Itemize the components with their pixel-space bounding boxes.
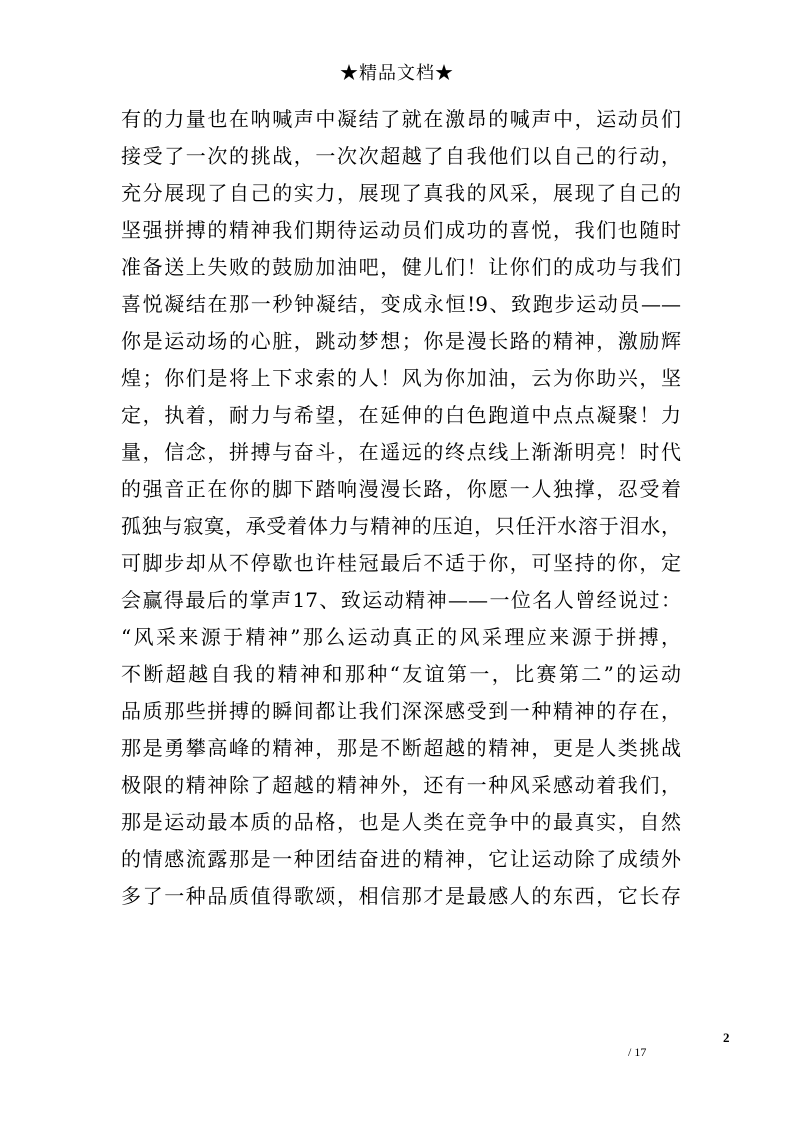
text-line: 的情感流露那是一种团结奋进的精神，它让运动除了成绩外 bbox=[121, 847, 681, 871]
text-line: 会赢得最后的掌声17、致运动精神——一位名人曾经说过： bbox=[121, 588, 681, 612]
text-line: 不断超越自我的精神和那种“友谊第一，比赛第二”的运动 bbox=[121, 662, 681, 686]
page-total: / 17 bbox=[628, 1045, 647, 1059]
text-line: 定，执着，耐力与希望，在延伸的白色跑道中点点凝聚！力 bbox=[121, 403, 681, 427]
text-line: 喜悦凝结在那一秒钟凝结，变成永恒!9、致跑步运动员—— bbox=[121, 292, 681, 316]
text-line: 孤独与寂寞，承受着体力与精神的压迫，只任汗水溶于泪水， bbox=[121, 514, 681, 538]
text-line: 那是勇攀高峰的精神，那是不断超越的精神，更是人类挑战 bbox=[121, 736, 681, 760]
text-line: 坚强拼搏的精神我们期待运动员们成功的喜悦，我们也随时 bbox=[121, 218, 681, 242]
text-line: 那是运动最本质的品格，也是人类在竞争中的最真实，自然 bbox=[121, 810, 681, 834]
text-line: 有的力量也在呐喊声中凝结了就在激昂的喊声中，运动员们 bbox=[121, 107, 681, 131]
text-line: 煌；你们是将上下求索的人！风为你加油，云为你助兴，坚 bbox=[121, 366, 681, 390]
text-line: 量，信念，拼搏与奋斗，在遥远的终点线上渐渐明亮！时代 bbox=[121, 440, 681, 464]
text-line: 的强音正在你的脚下踏响漫漫长路，你愿一人独撑，忍受着 bbox=[121, 477, 681, 501]
page-header: ★精品文档★ bbox=[340, 63, 454, 84]
text-line: 极限的精神除了超越的精神外，还有一种风采感动着我们， bbox=[121, 773, 681, 797]
text-line: 准备送上失败的鼓励加油吧，健儿们！让你们的成功与我们 bbox=[121, 255, 681, 279]
page-number: 2 bbox=[723, 1030, 730, 1045]
text-line: “风采来源于精神”那么运动真正的风采理应来源于拼搏， bbox=[121, 625, 681, 649]
document-body bbox=[121, 101, 681, 915]
text-line: 你是运动场的心脏，跳动梦想；你是漫长路的精神，激励辉 bbox=[121, 329, 681, 353]
text-line: 多了一种品质值得歌颂，相信那才是最感人的东西，它长存 bbox=[121, 884, 681, 908]
text-line: 可脚步却从不停歇也许桂冠最后不适于你，可坚持的你，定 bbox=[121, 551, 681, 575]
text-line: 接受了一次的挑战，一次次超越了自我他们以自己的行动， bbox=[121, 144, 681, 168]
text-line: 充分展现了自己的实力，展现了真我的风采，展现了自己的 bbox=[121, 181, 681, 205]
text-line: 品质那些拼搏的瞬间都让我们深深感受到一种精神的存在， bbox=[121, 699, 681, 723]
